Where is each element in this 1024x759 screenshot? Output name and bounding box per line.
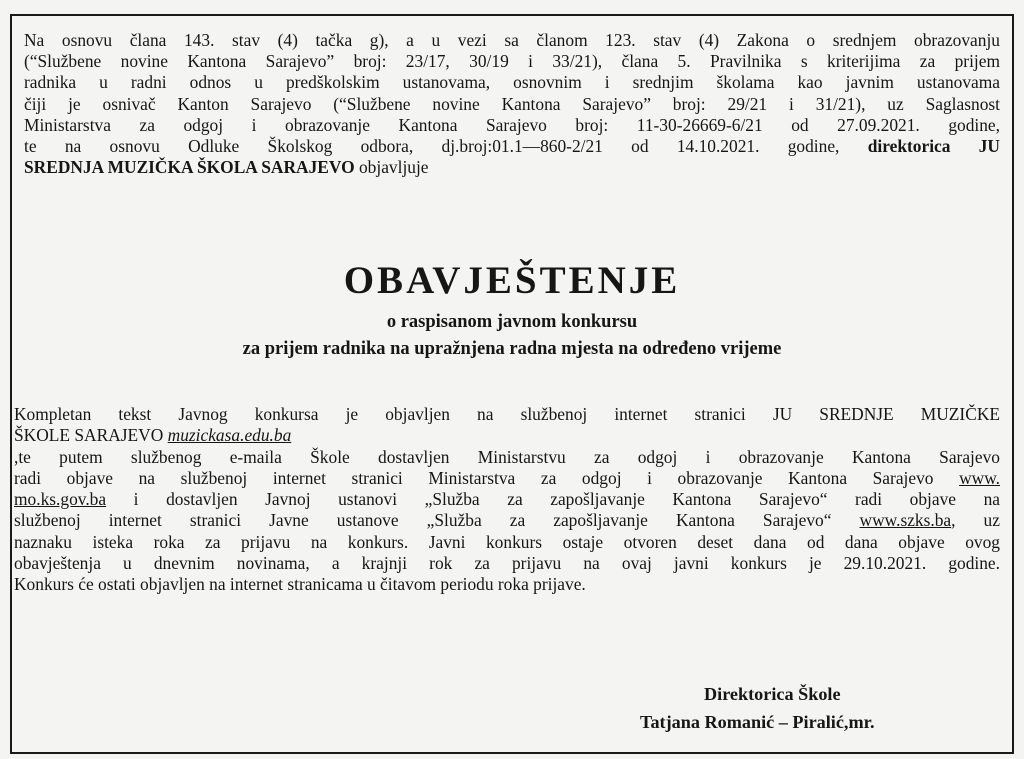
body-line-6-tail: , uz xyxy=(951,510,1000,531)
intro-line-1: Na osnovu člana 143. stav (4) tačka g), a u vezi sa članom 123. stav (4) Zakona o srednjem obrazovanju xyxy=(24,30,1000,50)
school-website-link[interactable]: muzickasa.edu.ba xyxy=(167,425,292,446)
ministry-link-part-1[interactable]: www. xyxy=(959,467,1000,488)
body-line-9: Konkurs će ostati objavljen na internet stranicama u čitavom periodu roka prijave. xyxy=(14,574,586,595)
notice-subheading-1: o raspisanom javnom konkursu xyxy=(386,312,638,332)
szks-link[interactable]: www.szks.ba xyxy=(859,510,952,531)
body-line-3: ,te putem službenog e-maila Škole dostavljen Ministarstvu za odgoj i obrazovanje Kantona Sarajevo xyxy=(14,446,1000,467)
intro-line-2: (“Službene novine Kantona Sarajevo” broj: 23/17, 30/19 i 33/21), člana 5. Pravilnika s kriterijima za prijem xyxy=(24,51,1000,72)
intro-line-6-text: te na osnovu Odluke Školskog odbora, dj.broj:01.1—860-2/21 od 14.10.2021. godine, xyxy=(24,136,840,157)
intro-line-4: čiji je osnivač Kanton Sarajevo (“Službene novine Kantona Sarajevo” broj: 29/21 i 31/21), uz Saglasnost xyxy=(24,93,1000,114)
notice-subheading-2: za prijem radnika na upražnjena radna mjesta na određeno vrijeme xyxy=(242,339,782,359)
body-line-2-text: ŠKOLE SARAJEVO xyxy=(14,425,164,446)
signature-name: Tatjana Romanić – Piralić,mr. xyxy=(640,712,875,732)
signature-title: Direktorica Škole xyxy=(704,684,841,704)
body-line-5-text: i dostavljen Javnoj ustanovi „Služba za zapošljavanje Kantona Sarajevo“ radi objave na xyxy=(106,489,1000,510)
body-line-4-text: radi objave na službenoj internet stranici Ministarstva za odgoj i obrazovanje Kantona Sarajevo xyxy=(14,467,934,488)
school-name: SREDNJA MUZIČKA ŠKOLA SARAJEVO xyxy=(24,157,355,178)
body-line-1: Kompletan tekst Javnog konkursa je objavljen na službenoj internet stranici JU SREDNJE MUZIČKE xyxy=(14,404,1000,424)
intro-line-6 xyxy=(24,136,1000,157)
intro-bold-tail: direktorica JU xyxy=(867,136,1000,157)
body-line-7: naznaku isteka roka za prijavu na konkurs. Javni konkurs ostaje otvoren deset dana od dana objave ovog xyxy=(14,531,1000,552)
intro-line-7 xyxy=(24,157,1000,178)
ministry-link-part-2[interactable]: mo.ks.gov.ba xyxy=(14,489,107,510)
body-paragraph xyxy=(14,404,1000,596)
body-line-8: obavještenja u dnevnim novinama, a krajnji rok za prijavu na ovaj javni konkurs je 29.10.2021. godine. xyxy=(14,553,1000,574)
notice-heading: OBAVJEŠTENJE xyxy=(343,259,681,302)
intro-paragraph xyxy=(24,30,1000,178)
intro-last-rest: objavljuje xyxy=(358,157,429,178)
body-line-5 xyxy=(14,489,1000,510)
body-line-6 xyxy=(14,510,1000,531)
signature-block xyxy=(640,680,980,736)
body-line-6-text: službenoj internet stranici Javne ustanove „Služba za zapošljavanje Kantona Sarajevo“ xyxy=(14,510,832,531)
body-line-4 xyxy=(14,468,1000,489)
intro-line-5: Ministarstva za odgoj i obrazovanje Kantona Sarajevo broj: 11-30-26669-6/21 od 27.09.2021. godine, xyxy=(24,114,1000,135)
intro-line-3: radnika u radni odnos u predškolskim ustanovama, osnovnim i srednjim školama kao javnim ustanovama xyxy=(24,72,1000,93)
body-line-2 xyxy=(14,425,1000,446)
